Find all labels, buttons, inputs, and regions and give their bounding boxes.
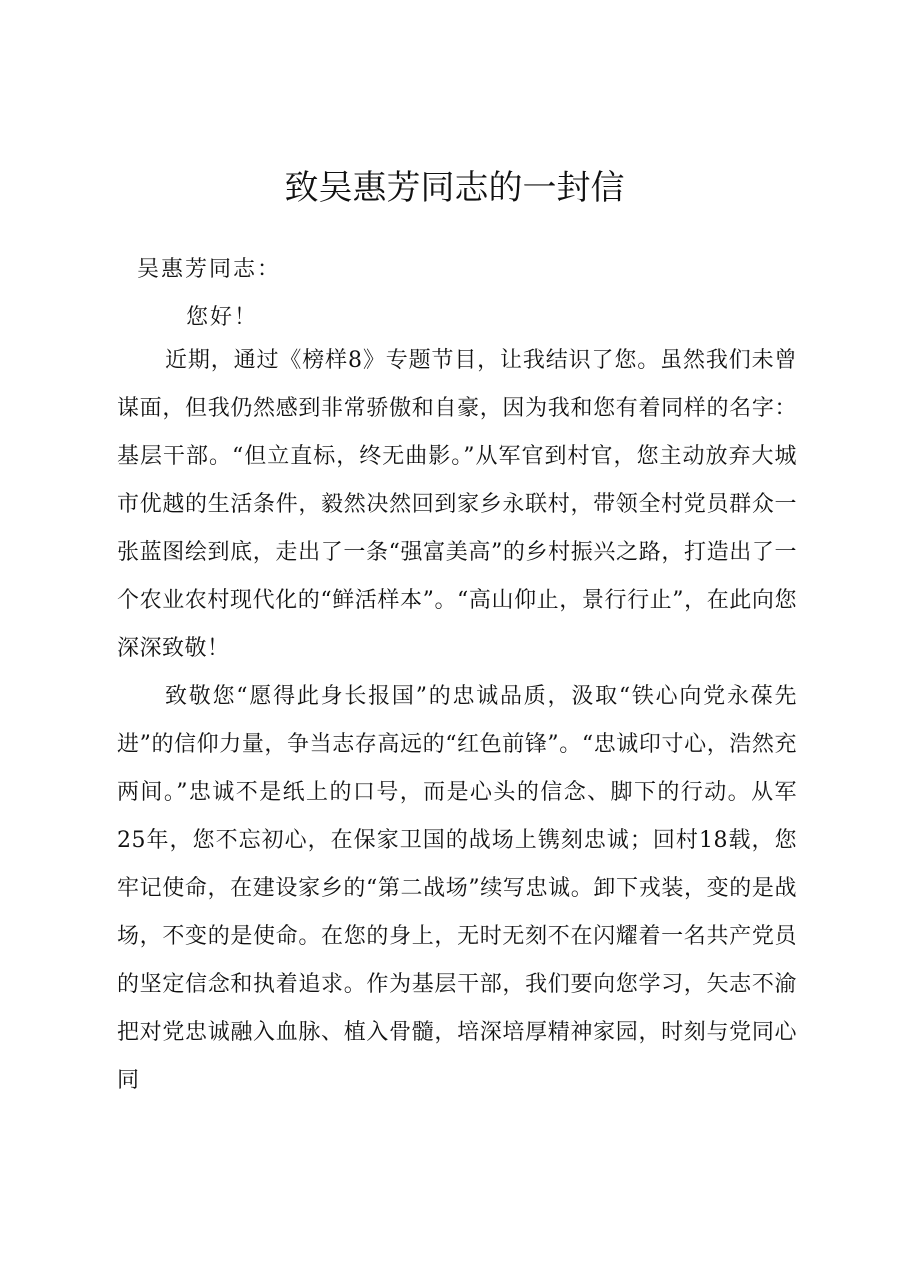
body-paragraph-2: 致敬您“愿得此身长报国”的忠诚品质，汲取“铁心向党永葆先进”的信仰力量，争当志存高远的“红色前锋”。“忠诚印寸心，浩然充两间。”忠诚不是纸上的口号，而是心头的信念、脚下的行动。从军25年，您不忘初心，在保家卫国的战场上镌刻忠诚；回村18载，您牢记使命，在建设家乡的“第二战场”续写忠诚。卸下戎装，变的是战场，不变的是使命。在您的身上，无时无刻不在闪耀着一名共产党员的坚定信念和执着追求。作为基层干部，我们要向您学习，矢志不渝把对党忠诚融入血脉、植入骨髓，培深培厚精神家园，时刻与党同心同 — [117, 684, 797, 1093]
greeting: 您好！ — [186, 305, 259, 330]
body-paragraph-1: 近期，通过《榜样8》专题节目，让我结识了您。虽然我们未曾谋面，但我仍然感到非常骄傲和自豪，因为我和您有着同样的名字：基层干部。“但立直标，终无曲影。”从军官到村官，您主动放弃大城市优越的生活条件，毅然决然回到家乡永联村，带领全村党员群众一张蓝图绘到底，走出了一条“强富美高”的乡村振兴之路，打造出了一个农业农村现代化的“鲜活样本”。“高山仰止，景行行止”，在此向您深深致敬！ — [117, 348, 797, 661]
document-title: 致吴惠芳同志的一封信 — [284, 168, 625, 208]
salutation: 吴惠芳同志： — [137, 257, 282, 282]
